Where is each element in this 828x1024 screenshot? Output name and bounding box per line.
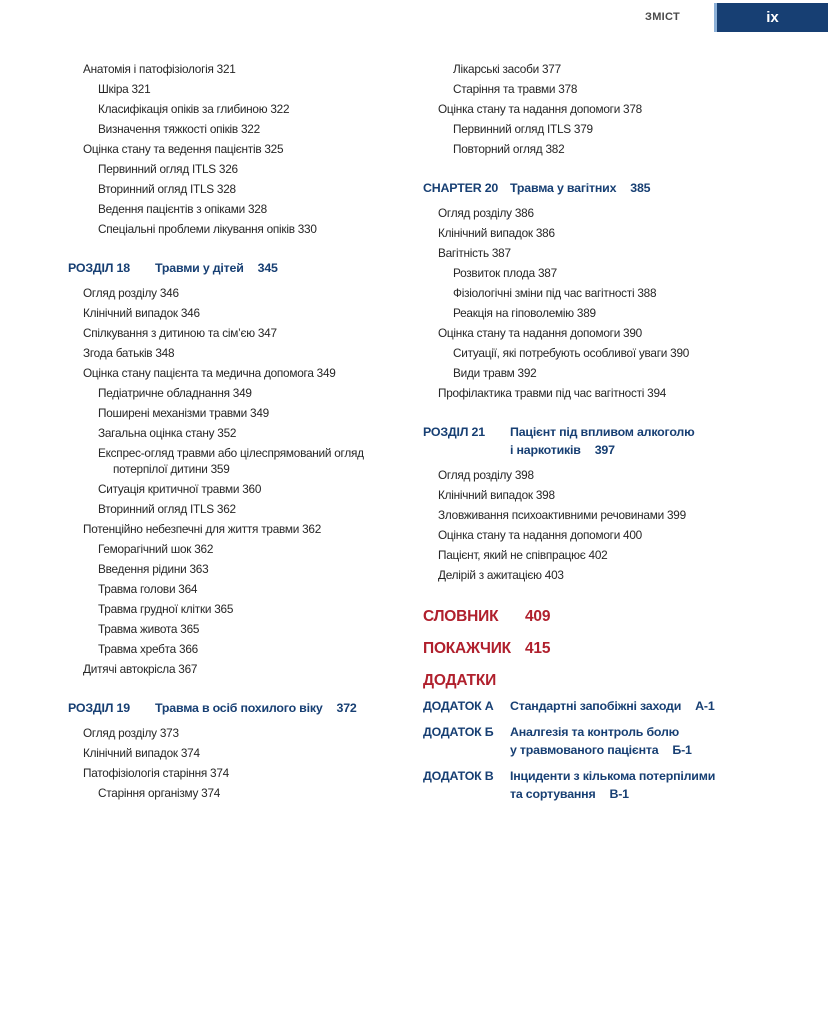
toc-entry[interactable]: Шкіра 321 <box>98 82 151 96</box>
toc-entry[interactable]: Експрес-огляд травми або цілеспрямований огляд потерпілої дитини 359 <box>98 446 364 476</box>
toc-entry[interactable]: Згода батьків 348 <box>83 346 175 360</box>
appendix-entry[interactable] <box>423 767 763 803</box>
toc-entry[interactable]: Клінічний випадок 346 <box>83 306 200 320</box>
toc-entry[interactable]: Клінічний випадок 374 <box>83 746 200 760</box>
toc-entry[interactable]: Старіння та травми 378 <box>453 82 578 96</box>
toc-entry[interactable]: Реакція на гіповолемію 389 <box>453 306 596 320</box>
toc-entry[interactable]: Клінічний випадок 386 <box>438 226 555 240</box>
toc-entry[interactable]: Вторинний огляд ITLS 328 <box>98 182 236 196</box>
right-top-entries <box>423 59 763 159</box>
left-top-entries <box>68 59 398 239</box>
toc-entry[interactable]: Потенційно небезпечні для життя травми 362 <box>83 522 322 536</box>
chapter-title: Травми у дітей 345 <box>155 261 278 275</box>
toc-entry[interactable]: Первинний огляд ITLS 326 <box>98 162 238 176</box>
appendix-label: ДОДАТОК А <box>423 699 494 713</box>
toc-left-column <box>68 59 398 803</box>
toc-entry[interactable]: Пацієнт, який не співпрацює 402 <box>438 548 608 562</box>
toc-entry[interactable]: Види травм 392 <box>453 366 537 380</box>
toc-entry[interactable]: Розвиток плода 387 <box>453 266 557 280</box>
appendix-page: А-1 <box>695 699 715 713</box>
toc-entry[interactable]: Огляд розділу 373 <box>83 726 179 740</box>
chapter-20-heading[interactable] <box>423 179 763 197</box>
toc-entry[interactable]: Ситуація критичної травми 360 <box>98 482 262 496</box>
toc-entry[interactable]: Дитячі автокрісла 367 <box>83 662 198 676</box>
chapter-20-entries <box>423 203 763 403</box>
toc-right-column <box>423 59 763 811</box>
appendices-list <box>423 697 763 803</box>
toc-entry[interactable]: Патофізіологія старіння 374 <box>83 766 229 780</box>
toc-entry[interactable]: Класифікація опіків за глибиною 322 <box>98 102 290 116</box>
toc-entry[interactable]: Зловживання психоактивними речовинами 399 <box>438 508 686 522</box>
toc-entry[interactable]: Оцінка стану та надання допомоги 390 <box>438 326 642 340</box>
toc-entry[interactable]: Оцінка стану та надання допомоги 378 <box>438 102 642 116</box>
chapter-label: РОЗДІЛ 19 <box>68 701 130 715</box>
chapter-page: 385 <box>630 181 651 195</box>
appendix-page: В-1 <box>609 787 629 801</box>
chapter-19-heading[interactable] <box>68 699 398 717</box>
toc-entry[interactable]: Спілкування з дитиною та сім’єю 347 <box>83 326 277 340</box>
chapter-label: CHAPTER 20 <box>423 181 499 195</box>
chapter-label: РОЗДІЛ 18 <box>68 261 130 275</box>
toc-entry[interactable]: Ведення пацієнтів з опіками 328 <box>98 202 267 216</box>
toc-entry[interactable]: Старіння організму 374 <box>98 786 221 800</box>
index-label: ПОКАЖЧИК <box>423 640 511 657</box>
glossary-page: 409 <box>525 608 551 625</box>
toc-entry[interactable]: Огляд розділу 346 <box>83 286 179 300</box>
appendix-title: Стандартні запобіжні заходи А-1 <box>510 699 715 713</box>
toc-entry[interactable]: Оцінка стану та надання допомоги 400 <box>438 528 642 542</box>
section-header: ЗМІСТ <box>645 11 680 23</box>
toc-entry[interactable]: Оцінка стану пацієнта та медична допомога 349 <box>83 366 336 380</box>
toc-entry[interactable]: Педіатричне обладнання 349 <box>98 386 252 400</box>
chapter-title: Травма у вагітних 385 <box>510 181 651 195</box>
appendix-entry[interactable] <box>423 723 763 759</box>
toc-entry[interactable]: Введення рідини 363 <box>98 562 209 576</box>
toc-entry[interactable]: Загальна оцінка стану 352 <box>98 426 237 440</box>
toc-entry[interactable]: Визначення тяжкості опіків 322 <box>98 122 260 136</box>
toc-entry[interactable]: Анатомія і патофізіологія 321 <box>83 62 236 76</box>
toc-entry[interactable]: Травма грудної клітки 365 <box>98 602 234 616</box>
chapter-18-entries <box>68 283 398 679</box>
index-page: 415 <box>525 640 551 657</box>
toc-entry[interactable]: Поширені механізми травми 349 <box>98 406 269 420</box>
toc-entry[interactable]: Профілактика травми під час вагітності 394 <box>438 386 667 400</box>
appendix-entry[interactable] <box>423 697 763 715</box>
chapter-page: 397 <box>594 443 615 457</box>
toc-entry[interactable]: Вторинний огляд ITLS 362 <box>98 502 236 516</box>
glossary-heading[interactable] <box>423 605 763 629</box>
toc-entry[interactable]: Вагітність 387 <box>438 246 511 260</box>
toc-entry[interactable]: Повторний огляд 382 <box>453 142 565 156</box>
chapter-18-heading[interactable] <box>68 259 398 277</box>
appendix-label: ДОДАТОК В <box>423 769 494 783</box>
toc-entry[interactable]: Огляд розділу 398 <box>438 468 534 482</box>
index-heading[interactable] <box>423 637 763 661</box>
chapter-21-heading[interactable] <box>423 423 763 459</box>
toc-entry[interactable]: Первинний огляд ITLS 379 <box>453 122 593 136</box>
toc-entry[interactable]: Геморагічний шок 362 <box>98 542 214 556</box>
appendix-page: Б-1 <box>672 743 692 757</box>
appendices-heading: ДОДАТКИ <box>423 672 497 689</box>
chapter-19-entries <box>68 723 398 803</box>
chapter-title: Пацієнт під впливом алкоголю і наркотиків 397 <box>510 425 695 457</box>
toc-entry[interactable]: Ситуації, які потребують особливої уваги 390 <box>453 346 690 360</box>
toc-entry[interactable]: Оцінка стану та ведення пацієнтів 325 <box>83 142 284 156</box>
toc-entry[interactable]: Фізіологічні зміни під час вагітності 388 <box>453 286 657 300</box>
chapter-title: Травма в осіб похилого віку 372 <box>155 701 357 715</box>
toc-entry[interactable]: Травма живота 365 <box>98 622 200 636</box>
page-number-tab: ix <box>714 3 828 32</box>
toc-entry[interactable]: Травма хребта 366 <box>98 642 198 656</box>
appendix-label: ДОДАТОК Б <box>423 725 494 739</box>
chapter-21-entries <box>423 465 763 585</box>
toc-entry[interactable]: Спеціальні проблеми лікування опіків 330 <box>98 222 317 236</box>
chapter-label: РОЗДІЛ 21 <box>423 425 485 439</box>
appendix-title: Інциденти з кількома потерпілими та сортування В-1 <box>510 769 716 801</box>
chapter-page: 372 <box>336 701 357 715</box>
toc-entry[interactable]: Огляд розділу 386 <box>438 206 534 220</box>
glossary-label: СЛОВНИК <box>423 608 499 625</box>
toc-entry[interactable]: Лікарські засоби 377 <box>453 62 561 76</box>
toc-entry[interactable]: Травма голови 364 <box>98 582 198 596</box>
appendix-title: Аналгезія та контроль болю у травмованого пацієнта Б-1 <box>510 725 692 757</box>
chapter-page: 345 <box>257 261 278 275</box>
toc-entry[interactable]: Клінічний випадок 398 <box>438 488 555 502</box>
toc-entry[interactable]: Делірій з ажитацією 403 <box>438 568 564 582</box>
